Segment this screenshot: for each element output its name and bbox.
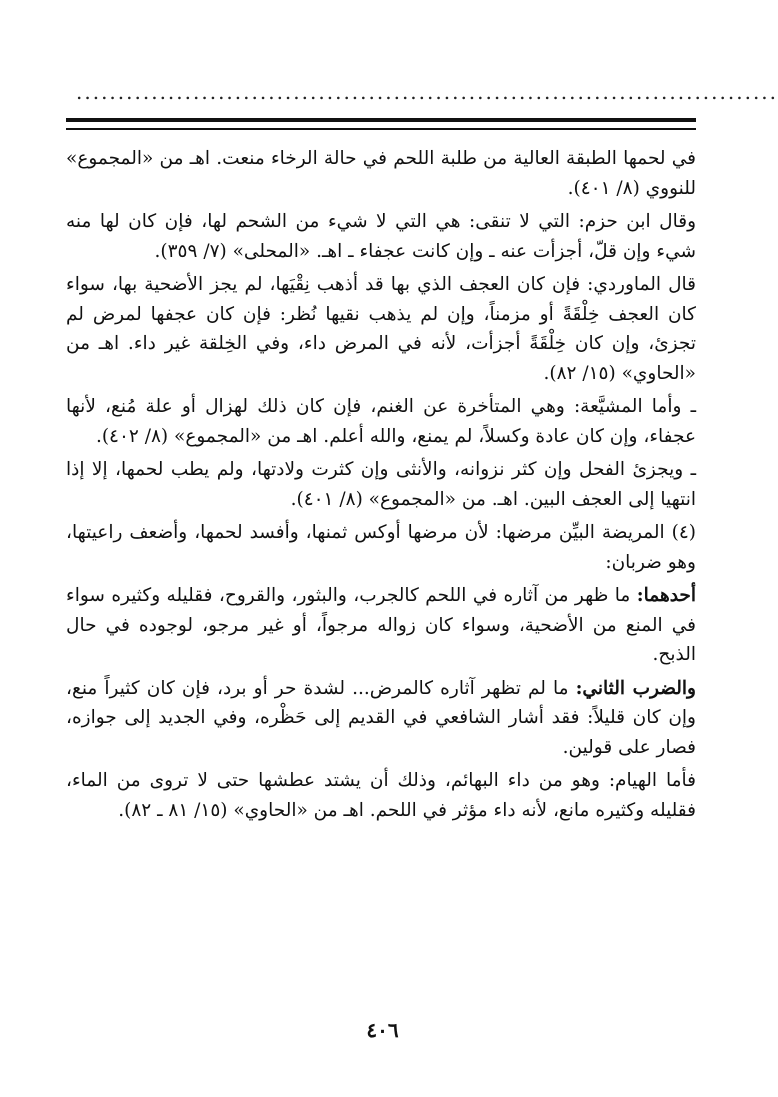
footnotes-text bbox=[66, 144, 696, 829]
header-rule-thin bbox=[66, 128, 696, 130]
paragraph-lead: والضرب الثاني: bbox=[575, 677, 696, 699]
paragraph: وقال ابن حزم: التي لا تنقى: هي التي لا شيء من الشحم لها، فإن كان لها منه شيء وإن قلّ، أجزأت عنه ـ وإن كانت عجفاء ـ اهـ. «المحلى» (٧/ ٣٥٩). bbox=[66, 211, 696, 262]
page-number: ٤٠٦ bbox=[366, 1018, 399, 1042]
paragraph: (٤) المريضة البيِّن مرضها: لأن مرضها أوكس ثمنها، وأفسد لحمها، وأضعف راعيتها، وهو ضربان: bbox=[66, 522, 696, 573]
paragraph-body: ما ظهر من آثاره في اللحم كالجرب، والبثور، والقروح، فقليله وكثيره سواء في المنع من الأضحية، وسواء كان زواله مرجواً، أو غير مرجو، لوجوده في حال الذبح. bbox=[66, 585, 696, 665]
paragraph: في لحمها الطبقة العالية من طلبة اللحم في حالة الرخاء منعت. اهـ من «المجموع» للنووي (٨/ ٤٠١). bbox=[66, 148, 696, 199]
paragraph: ـ ويجزئ الفحل وإن كثر نزوانه، والأنثى وإن كثرت ولادتها، ولم يطب لحمها، إلا إذا انتهيا إلى العجف البين. اهـ. من «المجموع» (٨/ ٤٠١). bbox=[66, 459, 696, 510]
paragraph: ـ وأما المشيَّعة: وهي المتأخرة عن الغنم، فإن كان ذلك لهزال أو علة مُنع، لأنها عجفاء، وإن كان عادة وكسلاً، لم يمنع، والله أعلم. اهـ من «المجموع» (٨/ ٤٠٢). bbox=[66, 396, 696, 447]
paragraph-body: ما لم تظهر آثاره كالمرض... لشدة حر أو برد، فإن كان كثيراً منع، وإن كان قليلاً: فقد أشار الشافعي في القديم إلى حَظْره، وفي الجديد إلى جوازه، فصار على قولين. bbox=[66, 677, 696, 758]
header-rule-thick bbox=[66, 118, 696, 122]
paragraph-lead: أحدهما: bbox=[636, 585, 696, 606]
header-dotted-line: .................................................................................... bbox=[76, 80, 778, 104]
paragraph: قال الماوردي: فإن كان العجف الذي بها قد أذهب نِقْيَها، لم يجز الأضحية بها، سواء كان العجف خِلْقَةً أو مزمناً، وإن لم يذهب نقيها نُظر: فإن كان عجفها لمرض لم تجزئ، وإن كان خِلْقَةً أجزأت، لأنه في المرض داء، وفي الخِلقة غير داء. اهـ من «الحاوي» (١٥/ ٨٢). bbox=[66, 274, 696, 384]
paragraph: فأما الهيام: وهو من داء البهائم، وذلك أن يشتد عطشها حتى لا تروى من الماء، فقليله وكثيره مانع، لأنه داء مؤثر في اللحم. اهـ من «الحاوي» (١٥/ ٨١ ـ ٨٢). bbox=[66, 770, 696, 821]
paragraph bbox=[66, 581, 696, 670]
paragraph bbox=[66, 674, 696, 763]
